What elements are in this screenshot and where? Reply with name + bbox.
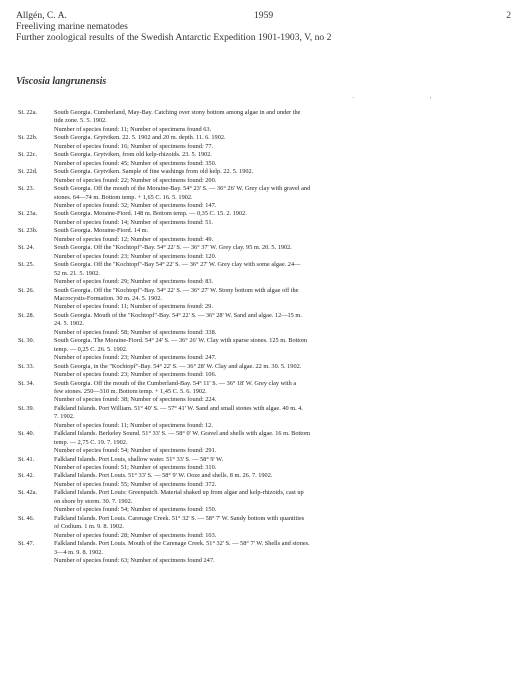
station-first-line [18,472,504,480]
station-entry [18,380,504,405]
station-text: 7. 1902. [54,413,75,421]
station-entry [18,489,504,514]
station-text: South Georgia. Off the mouth of the Moraine-Bay. 54° 23' S. — 36° 26' W. Grey clay with gravel and [54,185,311,193]
station-text: Number of species found: 23; Number of specimens found: 247. [54,354,217,362]
station-id: St. 39. [18,404,35,412]
publication-title: Further zoological results of the Swedish Antarctic Expedition 1901-1903, V, no 2 [16,32,332,43]
station-first-line [18,185,504,193]
station-first-line [18,515,504,523]
station-text: South Georgia, in the "Kochtopf"-Bay. 54° 22' S. — 36° 28' W. Clay and algae. 22 m. 30. 5. 1902. [54,362,302,370]
station-first-line [18,261,504,269]
station-entry [18,109,504,134]
station-entry [18,134,504,151]
station-text: Number of species found: 23; Number of specimens found: 120. [54,252,217,260]
station-text: South Georgia. Grytviken. 22. 5. 1902 and 20 m. depth. 11. 6. 1902. [54,134,226,142]
station-id: St. 24. [18,244,35,252]
station-entry [18,337,504,362]
station-text: temp. — 0,25 C. 26. 5. 1902. [54,345,128,353]
station-text: stones. 64—74 m. Bottom temp. + 1,65 C. 16. 5. 1902. [54,193,193,201]
station-entry [18,287,504,312]
station-entry [18,515,504,540]
station-text: on shore by storm. 30. 7. 1902. [54,497,133,505]
station-text: Number of species found: 51; Number of specimens found: 310. [54,464,217,472]
station-entry [18,151,504,168]
station-id: St. 22c. [18,151,38,159]
station-text: Number of species found: 14; Number of specimens found: 51. [54,218,214,226]
station-first-line [18,151,504,159]
station-text: Number of species found: 55; Number of specimens found: 372. [54,480,217,488]
page-header [16,10,511,43]
station-text: South Georgia. Cumberland, May-Bay. Catching over stony bottom among algae in and under the [54,109,301,116]
station-text: Number of species found: 23; Number of specimens found: 106. [54,371,217,379]
station-entry [18,363,504,380]
station-id: St. 22b. [18,134,38,142]
station-first-line [18,363,504,371]
station-id: St. 23b. [18,227,38,235]
station-text: Falkland Islands. Port Louis, shallow water. 51° 33' S. — 58° 9' W. [54,455,224,463]
station-entry [18,456,504,473]
station-id: St. 30. [18,337,35,345]
station-text: South Georgia. The Moraine-Fiord. 54° 24' S. — 36° 26' W. Clay with sparse stones. 125 m. Bottom [54,337,308,345]
station-text: Falkland Islands. Port Louis. Mouth of the Carenage Creek. 51° 32' S. — 58° 7' W. Shells and stones. [54,540,310,548]
station-id: St. 23a. [18,210,38,218]
scan-speck: ' [430,96,432,104]
station-entry [18,261,504,286]
station-id: St. 33. [18,362,35,370]
page-number: 2 [506,10,511,21]
station-text: Number of species found: 29; Number of specimens found: 83. [54,278,214,286]
station-text: Number of species found: 38; Number of specimens found: 224. [54,396,217,404]
station-id: St. 41. [18,455,35,463]
station-first-line [18,540,504,548]
station-id: St. 25. [18,261,35,269]
station-text: temp. — 2,75 C. 19. 7. 1902. [54,438,128,446]
station-text: Number of species found: 11; Number of specimens found: 29. [54,303,213,311]
station-id: St. 47. [18,540,35,548]
station-text: Number of species found: 32; Number of specimens found: 147. [54,201,217,209]
station-text: Number of species found: 54; Number of specimens found: 291. [54,447,217,455]
station-text: 52 m. 21. 5. 1902. [54,269,100,277]
station-text: South Georgia. Off the "Kochtopf"-Bay 54° 22' S. — 36° 27' W. Grey clay with some algae. 24— [54,261,301,269]
station-entry [18,472,504,489]
station-first-line [18,337,504,345]
species-title: Viscosia langrunensis [16,76,107,87]
station-text: Falkland Islands. Port Louis. Carenage Creek. 51° 32' S. — 58° 7' W. Sandy bottom with quantities [54,514,305,522]
station-entry [18,312,504,337]
station-list [18,109,504,565]
station-first-line [18,168,504,176]
station-entry [18,405,504,430]
series-title: Freeliving marine nematodes [16,21,128,32]
station-text: Falkland Islands. Port Louis. 51° 33' S. — 58° 9' W. Ooze and shells. 8 m. 26. 7. 1902. [54,472,273,480]
station-id: St. 42a. [18,489,38,497]
station-text: Macrocystis-Formation. 30 m. 24. 5. 1902. [54,294,163,302]
station-text: Falkland Islands. Port William. 51° 40' S. — 57° 41' W. Sand and small stones with algae. 40 m. 4. [54,404,304,412]
station-id: St. 28. [18,311,35,319]
scan-speck: ` [352,96,355,104]
station-first-line [18,489,504,497]
station-text: Number of species found: 28; Number of specimens found: 103. [54,531,217,539]
station-text: South Georgia. Grytviken. Sample of fine washings from old kelp. 22. 5. 1902. [54,168,254,176]
station-first-line [18,109,504,117]
station-text: 3—4 m. 9. 8. 1902. [54,548,103,556]
station-text: South Georgia. Grytviken, from old kelp-rhizoids. 23. 5. 1902. [54,151,212,159]
station-id: St. 22d. [18,168,38,176]
station-text: Number of species found: 63; Number of specimens found 247. [54,557,215,565]
station-first-line [18,287,504,295]
station-id: St. 23. [18,185,35,193]
station-entry [18,227,504,244]
station-id: St. 46. [18,514,35,522]
station-text: of Codium. 1 m. 9. 8. 1902. [54,523,124,531]
station-text: Falkland Islands. Port Louis: Greenpatch. Material shaked up from algae and kelp-rhizoids, cast up [54,489,304,497]
station-id: St. 22a. [18,109,38,116]
station-text: South Georgia. Off the "Kochtopf"-Bay. 54° 22' S. — 36° 27' W. Stony bottom with algae off the [54,286,299,294]
station-id: St. 34. [18,379,35,387]
station-text: Number of species found: 11; Number of specimens found: 12. [54,421,213,429]
station-id: St. 42. [18,472,35,480]
station-text: few stones. 250—310 m. Bottom temp. + 1,45 C. 5. 6. 1902. [54,387,207,395]
station-first-line [18,405,504,413]
station-text: Falkland Islands. Berkeley Sound. 51° 33' S. — 58° 0' W. Gravel and shells with algae. 16 m. Bottom [54,430,311,438]
station-text: Number of species found: 16; Number of specimens found: 77. [54,142,214,150]
station-first-line [18,227,504,235]
station-text: Number of species found: 45; Number of specimens found: 350. [54,159,217,167]
station-first-line [18,456,504,464]
author: Allgén, C. A. [16,10,67,21]
station-first-line [18,210,504,218]
station-text: South Georgia. Mouth of the "Kochtopf"-Bay. 54° 22' S. — 36° 28' W. Sand and algae. 12—15 m. [54,311,302,319]
station-text: Number of species found: 12; Number of specimens found: 49. [54,235,214,243]
station-text: Number of species found: 22; Number of specimens found: 200. [54,176,217,184]
station-first-line [18,430,504,438]
station-text: South Georgia. Off the mouth of the Cumberland-Bay. 54° 11' S. — 36° 18' W. Grey clay with a [54,379,297,387]
station-entry [18,168,504,185]
station-first-line [18,312,504,320]
year: 1959 [254,10,274,21]
station-id: St. 26. [18,286,35,294]
station-text: tide zone. 5. 5. 1902. [54,117,107,125]
station-text: South Georgia. Moraine-Fiord. 148 m. Bottom temp. — 0,35 C. 15. 2. 1902. [54,210,247,218]
station-text: 24. 5. 1902. [54,320,84,328]
station-first-line [18,380,504,388]
station-text: South Georgia. Moraine-Fiord. 14 m. [54,227,149,235]
station-id: St. 40. [18,430,35,438]
station-entry [18,244,504,261]
station-first-line [18,134,504,142]
station-entry [18,210,504,227]
station-text: Number of species found: 11; Number of specimens found 63. [54,125,212,133]
station-entry [18,540,504,565]
station-entry [18,185,504,210]
station-entry [18,430,504,455]
station-text: South Georgia. Off the "Kochtopf"-Bay. 54° 22' S. — 36° 37' W. Grey clay. 95 m. 20. 5. 1902. [54,244,292,252]
station-text: Number of species found: 54; Number of specimens found: 150. [54,506,217,514]
station-text: Number of species found: 58; Number of specimens found: 338. [54,328,217,336]
station-first-line [18,244,504,252]
